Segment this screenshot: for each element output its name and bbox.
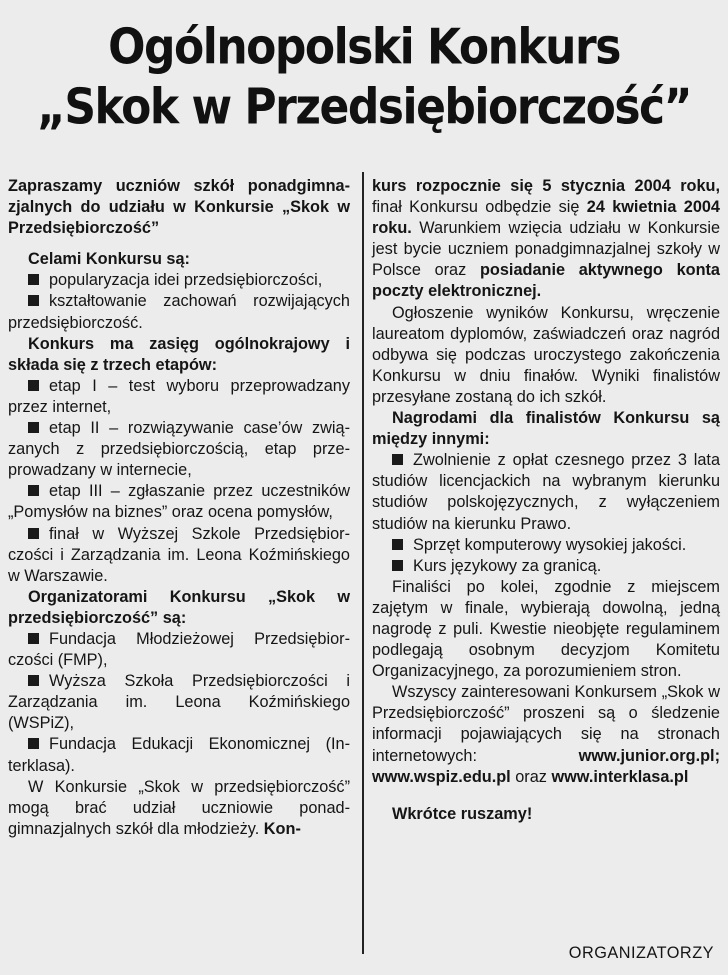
square-bullet-icon	[392, 539, 403, 550]
organizer-item: Wyższa Szkoła Przedsiębiorczości i Zarządzania im. Leona Koźmińskiego (WSPiZ),	[8, 672, 350, 733]
results-paragraph: Ogłoszenie wyników Konkursu, wręczenie laureatom dyplomów, zaświadczeń oraz nagród odbywa się podczas uroczystego zakończenia Konkursu w dniu finałów. Wyniki finalistów przesyłane zostaną do ich szkół.	[372, 303, 720, 406]
square-bullet-icon	[28, 528, 39, 539]
square-bullet-icon	[28, 675, 39, 686]
signature: ORGANIZATORZY	[568, 944, 714, 962]
prize-item: Kurs językowy za granicą.	[372, 556, 720, 577]
participation-paragraph: W Konkursie „Skok w przedsiębiorczość” mogą brać udział uczniowie ponadgimnazjalnych szkół dla młodzieży. Kon-	[8, 777, 350, 838]
intro-paragraph: Zapraszamy uczniów szkół ponadgimnazjalnych do udziału w Konkursie „Skok w Przedsiębiorczość”	[8, 177, 350, 238]
website-link-wspiz[interactable]: www.wspiz.edu.pl	[372, 767, 511, 786]
goals-heading: Celami Konkursu są:	[28, 250, 190, 269]
stage-item: etap III – zgłaszanie przez uczestników „Pomysłów na biznes” oraz ocena pomysłów,	[8, 482, 350, 522]
left-column	[8, 176, 350, 840]
prizes-heading: Nagrodami dla finalistów Konkursu są między innymi:	[372, 409, 720, 449]
websites-paragraph: Wszyscy zainteresowani Konkursem „Skok w Przedsiębiorczość” proszeni są o śledzenie informacji pojawiających się na stronach internetowych: www.junior.org.pl; www.wspiz.edu.pl oraz www.interklasa.pl	[372, 683, 720, 786]
square-bullet-icon	[28, 738, 39, 749]
square-bullet-icon	[28, 295, 39, 306]
closing-line: Wkrótce ruszamy!	[392, 804, 533, 823]
organizer-item: Fundacja Edukacji Ekonomicznej (Interklasa).	[8, 735, 350, 775]
prize-item: Zwolnienie z opłat czesnego przez 3 lata studiów licencjackich na wybranym kierunku studiów polskojęzycznych, z wyłączeniem studiów na kierunku Prawo.	[372, 451, 720, 533]
goal-item: kształtowanie zachowań rozwijających przedsiębiorczość.	[8, 292, 350, 332]
square-bullet-icon	[28, 274, 39, 285]
goal-item: popularyzacja idei przedsiębiorczości,	[8, 270, 350, 291]
square-bullet-icon	[28, 485, 39, 496]
right-column	[372, 176, 720, 825]
finalists-paragraph: Finaliści po kolei, zgodnie z miejscem zajętym w finale, wybierają dowolną, jedną nagrodę z puli. Kwestie nieobjęte regulaminem podlegają osobnym decyzjom Komitetu Organizacyjnego, za porozumieniem stron.	[372, 577, 720, 681]
organizers-heading: Organizatorami Konkursu „Skok w przedsiębiorczość” są:	[8, 587, 350, 627]
square-bullet-icon	[392, 560, 403, 571]
stage-item: etap II – rozwiązywanie case’ów związanych z przedsiębiorczością, etap przeprowadzany w internecie,	[8, 419, 350, 480]
organizer-item: Fundacja Młodzieżowej Przedsiębiorczości (FMP),	[8, 629, 350, 670]
square-bullet-icon	[392, 454, 403, 465]
column-divider	[362, 172, 364, 954]
square-bullet-icon	[28, 380, 39, 391]
dates-paragraph: kurs rozpocznie się 5 stycznia 2004 roku, finał Konkursu odbędzie się 24 kwietnia 2004 roku. Warunkiem wzięcia udziału w Konkursie jest bycie uczniem ponadgimnazjalnej szkoły w Polsce oraz posiadanie aktywnego konta poczty elektronicznej.	[372, 177, 720, 301]
website-link-junior[interactable]: www.junior.org.pl;	[578, 746, 720, 765]
stage-item: finał w Wyższej Szkole Przedsiębiorczości i Zarządzania im. Leona Koźmińskiego w Warszawie.	[8, 524, 350, 585]
prize-item: Sprzęt komputerowy wysokiej jakości.	[372, 535, 720, 556]
square-bullet-icon	[28, 422, 39, 433]
stages-heading: Konkurs ma zasięg ogólnokrajowy i składa się z trzech etapów:	[8, 334, 350, 374]
website-link-interklasa[interactable]: www.interklasa.pl	[551, 767, 689, 786]
headline-line-1: Ogólnopolski Konkurs	[108, 18, 620, 76]
stage-item: etap I – test wyboru przeprowadzany przez internet,	[8, 376, 350, 416]
square-bullet-icon	[28, 633, 39, 644]
headline-line-2: „Skok w Przedsiębiorczość”	[36, 78, 692, 136]
